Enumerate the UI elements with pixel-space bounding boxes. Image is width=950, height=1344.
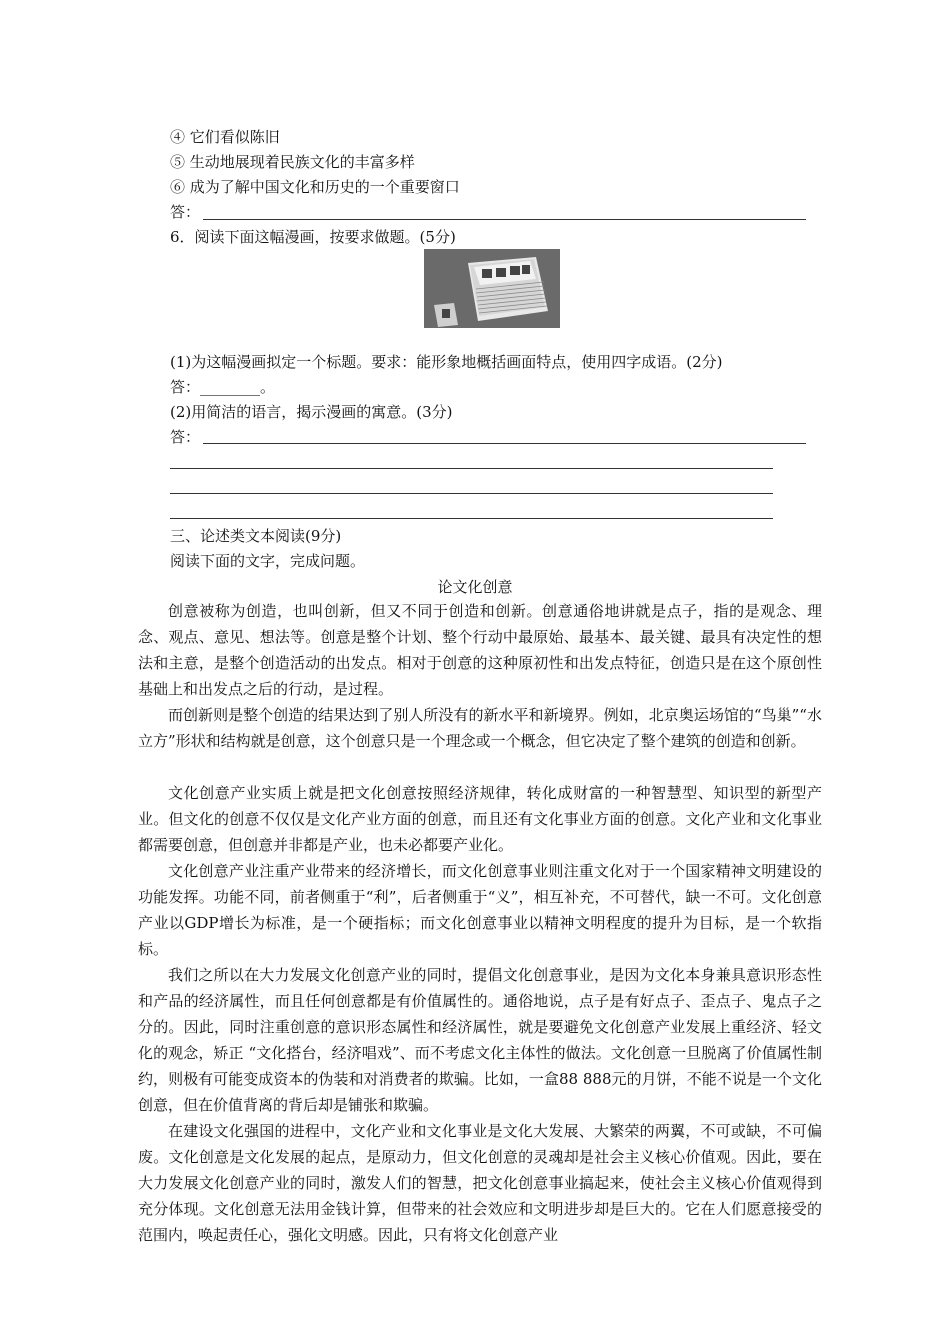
answer-label-q5: 答： (170, 203, 201, 221)
option-4: ④ 它们看似陈旧 (170, 128, 280, 146)
article-paragraph-5: 我们之所以在大力发展文化创意产业的同时，提倡文化创意事业，是因为文化本身兼具意识形态性和产品的经济属性，而且任何创意都是有价值属性的。通俗地说，点子是有好点子、歪点子、鬼点子之分的。因此，同时注重创意的意识形态属性和经济属性，就是要避免文化创意产业发展上重经济、轻文化的观念，矫正 “文化搭台，经济唱戏”、而不考虑文化主体性的做法。文化创意一旦脱离了价值属性制约，则极有可能变成资本的伪装和对消费者的欺骗。比如，一盒88 888元的月饼，不能不说是一个文化创意，但在价值背离的背后却是铺张和欺骗。 (138, 966, 822, 1114)
cartoon-image (424, 249, 560, 328)
question-6-part-1: (1)为这幅漫画拟定一个标题。要求：能形象地概括画面特点，使用四字成语。(2分) (170, 353, 723, 371)
question-6-heading: 6．阅读下面这幅漫画，按要求做题。(5分) (170, 228, 456, 246)
article-paragraph-4: 文化创意产业注重产业带来的经济增长，而文化创意事业则注重文化对于一个国家精神文明建设的功能发挥。功能不同，前者侧重于“利”，后者侧重于“义”，相互补充，不可替代，缺一不可。文化创意产业以GDP增长为标准，是一个硬指标；而文化创意事业以精神文明程度的提升为目标，是一个软指标。 (138, 862, 822, 958)
article-title: 论文化创意 (437, 578, 513, 596)
answer-label-q6-2: 答： (170, 428, 201, 446)
answer-line-q6-2a[interactable] (203, 443, 806, 444)
option-6: ⑥ 成为了解中国文化和历史的一个重要窗口 (170, 178, 460, 196)
article-paragraph-6: 在建设文化强国的进程中，文化产业和文化事业是文化大发展、大繁荣的两翼，不可或缺，不可偏废。文化创意是文化发展的起点，是原动力，但文化创意的灵魂却是社会主义核心价值观。因此，要在大力发展文化创意产业的同时，激发人们的智慧，把文化创意事业搞起来，使社会主义核心价值观得到充分体现。文化创意无法用金钱计算，但带来的社会效应和文明进步却是巨大的。它在人们愿意接受的范围内，唤起责任心，强化文明感。因此，只有将文化创意产业 (138, 1122, 822, 1244)
article-paragraph-1: 创意被称为创造，也叫创新，但又不同于创造和创新。创意通俗地讲就是点子，指的是观念、理念、观点、意见、想法等。创意是整个计划、整个行动中最原始、最基本、最关键、最具有决定性的想法和主意，是整个创造活动的出发点。相对于创意的这种原初性和出发点特征，创造只是在这个原创性基础上和出发点之后的行动，是过程。 (138, 602, 822, 698)
section-3-heading: 三、论述类文本阅读(9分) (170, 527, 342, 545)
answer-line-q6-2d[interactable] (170, 518, 773, 519)
option-5: ⑤ 生动地展现着民族文化的丰富多样 (170, 153, 415, 171)
cartoon-drawing (424, 249, 560, 328)
answer-line-q6-2c[interactable] (170, 493, 773, 494)
answer-line-q5[interactable] (203, 219, 806, 220)
article-paragraph-2: 而创新则是整个创造的结果达到了别人所没有的新水平和新境界。例如，北京奥运场馆的“鸟巢”“水立方”形状和结构就是创意，这个创意只是一个理念或一个概念，但它决定了整个建筑的创造和创新。 (138, 706, 822, 750)
answer-blank-q6-1[interactable]: 答：________。 (170, 378, 276, 396)
article-paragraph-3: 文化创意产业实质上就是把文化创意按照经济规律，转化成财富的一种智慧型、知识型的新型产业。但文化的创意不仅仅是文化产业方面的创意，而且还有文化事业方面的创意。文化产业和文化事业都需要创意，但创意并非都是产业，也未必都要产业化。 (138, 784, 822, 854)
section-3-instruction: 阅读下面的文字，完成问题。 (170, 552, 366, 570)
answer-line-q6-2b[interactable] (170, 468, 773, 469)
question-6-part-2: (2)用简洁的语言，揭示漫画的寓意。(3分) (170, 403, 453, 421)
